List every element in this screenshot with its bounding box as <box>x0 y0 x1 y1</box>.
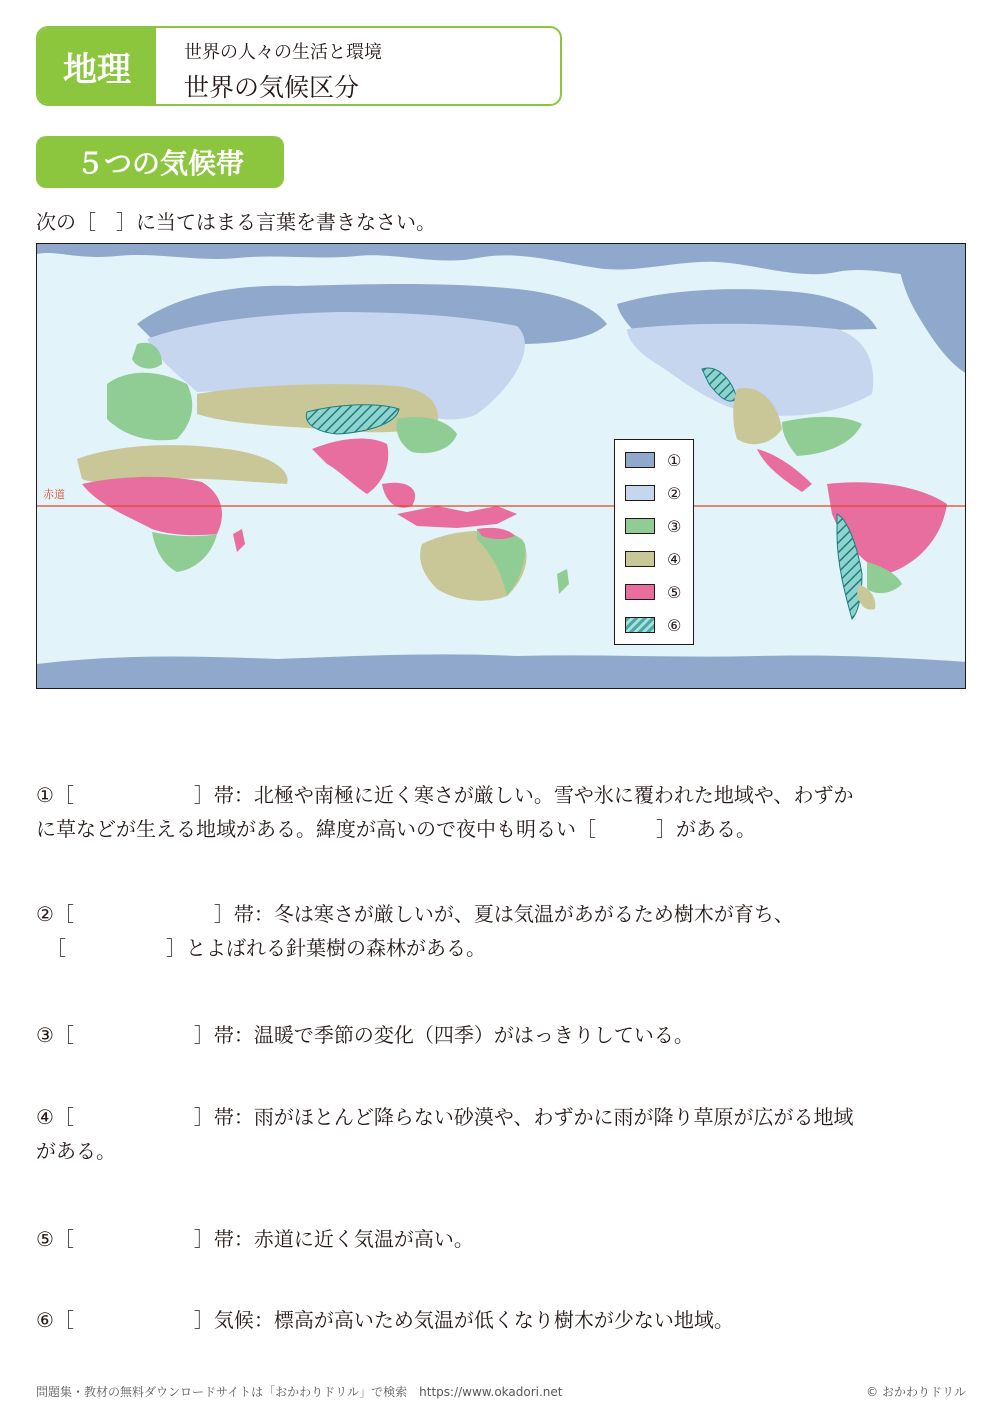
new-zealand <box>557 569 569 594</box>
world-map-graphic <box>37 244 966 689</box>
question-1 <box>36 778 966 846</box>
legend-label: ① <box>667 450 682 470</box>
legend-item <box>625 516 681 536</box>
southern-africa <box>152 532 217 572</box>
greenland <box>897 244 966 374</box>
question-line: ⑤［ ］帯：赤道に近く気温が高い。 <box>36 1227 474 1251</box>
legend-label: ⑥ <box>667 615 682 635</box>
legend-label: ② <box>667 483 682 503</box>
madagascar <box>233 529 245 552</box>
north-america-temperate <box>782 417 862 456</box>
south-asia-tropical <box>312 439 388 494</box>
question-line: ④［ ］帯：雨がほとんど降らない砂漠や、わずかに雨が降り草原が広がる地域 <box>36 1105 854 1129</box>
legend-label: ⑤ <box>667 582 682 602</box>
question-2 <box>36 897 966 965</box>
legend-swatch <box>625 485 655 501</box>
legend-swatch <box>625 617 655 633</box>
instruction: 次の［ ］に当てはまる言葉を書きなさい。 <box>36 210 436 234</box>
legend-item <box>625 483 681 503</box>
unit-name: 世界の人々の生活と環境 <box>184 42 382 63</box>
footer-copyright: © おかわりドリル <box>866 1385 966 1399</box>
antarctica <box>37 654 966 689</box>
legend-label: ④ <box>667 549 682 569</box>
question-line: ②［ ］帯：冬は寒さが厳しいが、夏は気温があがるため樹木が育ち、 <box>36 902 794 926</box>
header-box <box>36 26 562 106</box>
arctic-region <box>37 244 966 277</box>
question-5 <box>36 1222 966 1256</box>
question-line: がある。 <box>36 1139 116 1163</box>
legend-label: ③ <box>667 516 682 536</box>
indonesia <box>397 506 517 528</box>
question-line: に草などが生える地域がある。緯度が高いので夜中も明るい［ ］がある。 <box>36 817 756 841</box>
subject-tag: 地理 <box>38 28 156 104</box>
legend-item <box>625 615 681 635</box>
question-line: ①［ ］帯：北極や南極に近く寒さが厳しい。雪や氷に覆われた地域や、わずか <box>36 783 854 807</box>
equator-label: 赤道 <box>43 488 65 501</box>
legend-swatch <box>625 584 655 600</box>
question-4 <box>36 1100 966 1168</box>
question-line: ③［ ］帯：温暖で季節の変化（四季）がはっきりしている。 <box>36 1023 694 1047</box>
footer-site-info: 問題集・教材の無料ダウンロードサイトは「おかわりドリル」で検索 https://www.okadori.net <box>36 1385 563 1399</box>
section-title: ５つの気候帯 <box>36 136 284 188</box>
map-legend <box>614 439 694 645</box>
central-america-tropical <box>757 449 812 492</box>
europe-temperate <box>107 373 192 441</box>
question-line: ［ ］とよばれる針葉樹の森林がある。 <box>36 936 486 960</box>
question-6 <box>36 1303 966 1337</box>
legend-item <box>625 582 681 602</box>
east-asia-temperate <box>397 417 457 453</box>
climate-map <box>36 243 966 689</box>
legend-item <box>625 549 681 569</box>
legend-item <box>625 450 681 470</box>
legend-swatch <box>625 518 655 534</box>
legend-swatch <box>625 551 655 567</box>
legend-swatch <box>625 452 655 468</box>
question-3 <box>36 1018 966 1052</box>
page-title: 世界の気候区分 <box>184 73 360 102</box>
question-line: ⑥［ ］気候：標高が高いため気温が低くなり樹木が少ない地域。 <box>36 1308 734 1332</box>
sahara-dry <box>77 445 288 484</box>
